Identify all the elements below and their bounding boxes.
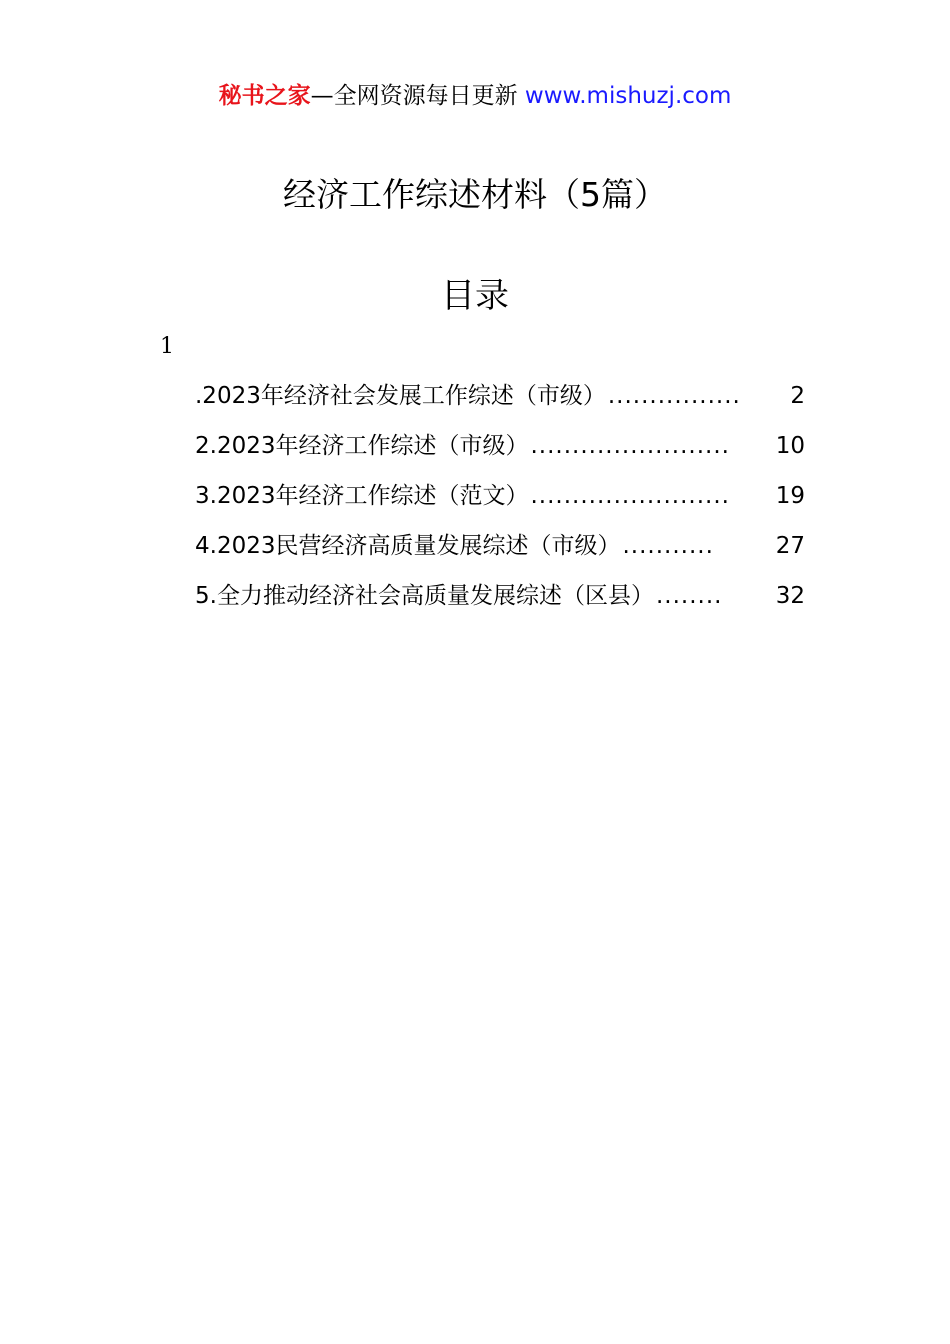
toc-page-number: 2 (790, 383, 805, 409)
toc-entry-2[interactable] (195, 428, 805, 478)
list-marker: 1 (160, 334, 174, 359)
toc-dot-leader: ........ (655, 583, 723, 609)
toc-entry-3[interactable] (195, 478, 805, 528)
toc-page-number: 32 (775, 583, 805, 609)
toc-dot-leader: ........... (622, 533, 714, 559)
document-title: 经济工作综述材料（5篇） (283, 175, 667, 214)
brand-name: 秘书之家 (218, 83, 311, 109)
site-header (0, 80, 950, 112)
table-of-contents (195, 378, 805, 628)
toc-entry-title: 4.2023民营经济高质量发展综述（市级） (195, 533, 621, 559)
toc-entry-5[interactable] (195, 578, 805, 628)
toc-entry-title: 5.全力推动经济社会高质量发展综述（区县） (195, 583, 654, 609)
toc-entry-title: 3.2023年经济工作综述（范文） (195, 483, 529, 509)
site-tagline: —全网资源每日更新 (310, 83, 518, 109)
toc-page-number: 19 (775, 483, 805, 509)
toc-entry-1[interactable] (195, 378, 805, 428)
toc-dot-leader: ................ (607, 383, 741, 409)
toc-heading: 目录 (441, 276, 509, 316)
toc-page-number: 27 (775, 533, 805, 559)
toc-entry-4[interactable] (195, 528, 805, 578)
toc-entry-title: 2.2023年经济工作综述（市级） (195, 433, 529, 459)
site-url-link[interactable]: www.mishuzj.com (524, 83, 732, 109)
toc-dot-leader: ........................ (530, 483, 730, 509)
toc-dot-leader: ........................ (530, 433, 730, 459)
toc-entry-title: .2023年经济社会发展工作综述（市级） (195, 383, 606, 409)
toc-page-number: 10 (775, 433, 805, 459)
